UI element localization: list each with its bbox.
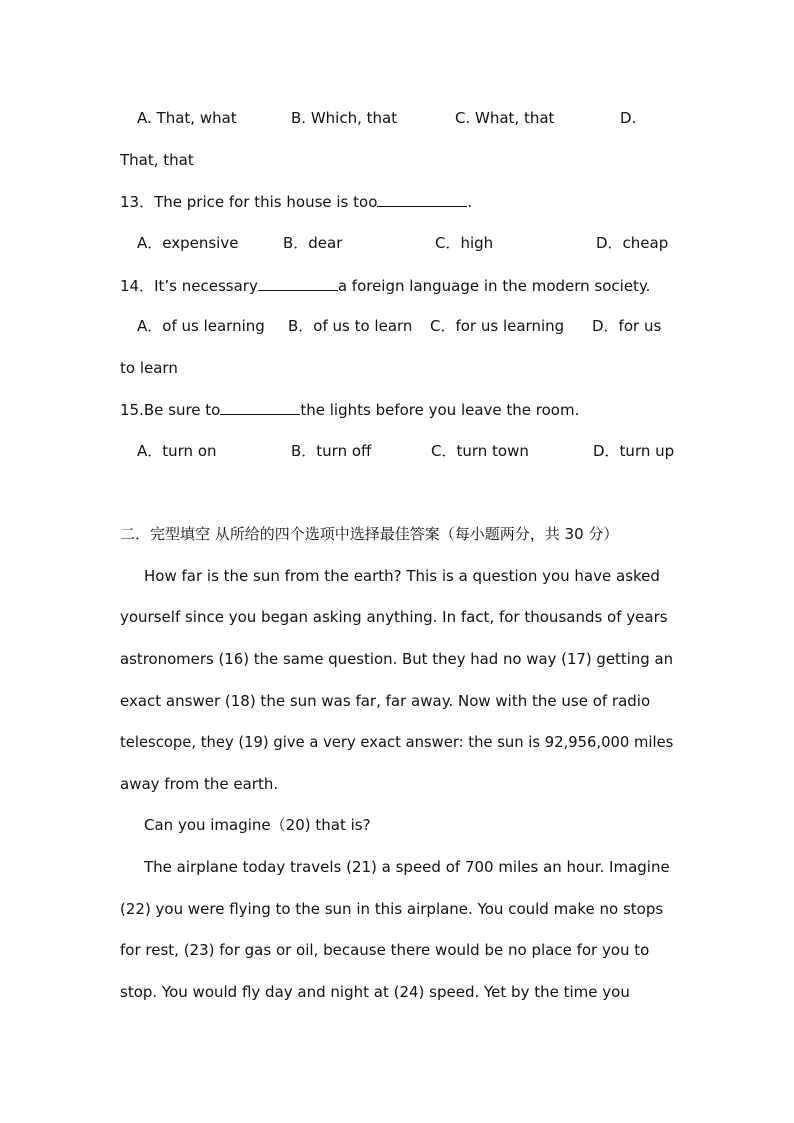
q13-blank (377, 191, 467, 207)
q14-blank (258, 275, 338, 291)
q13-option-d: D．cheap (596, 234, 669, 252)
q14-stem-end: a foreign language in the modern society. (337, 277, 651, 295)
q13-option-c: C．high (435, 234, 494, 252)
section-heading: 二．完型填空 从所给的四个选项中选择最佳答案（每小题两分，共 30 分） (120, 525, 619, 543)
q13-option-a: A．expensive (137, 234, 239, 252)
passage-line: The airplane today travels (21) a speed of 700 miles an hour. Imagine (144, 858, 670, 876)
passage-line: exact answer (18) the sun was far, far away. Now with the use of radio (120, 692, 651, 710)
q12-option-d-text: That, that (120, 151, 194, 169)
passage-line: yourself since you began asking anything. In fact, for thousands of years (120, 608, 668, 626)
q15-option-a: A．turn on (137, 442, 217, 460)
q15-stem-end: the lights before you leave the room. (300, 401, 580, 419)
passage-line: astronomers (16) the same question. But they had no way (17) getting an (120, 650, 674, 668)
q12-option-d-label: D. (620, 109, 637, 127)
q15-option-c: C．turn town (431, 442, 529, 460)
q14-stem-text: 14．It’s necessary (120, 277, 258, 295)
q13-stem (120, 191, 472, 212)
q13-stem-text: 13．The price for this house is too (120, 193, 378, 211)
passage-line: telescope, they (19) give a very exact answer: the sun is 92,956,000 miles (120, 733, 674, 751)
q14-option-c: C．for us learning (430, 317, 565, 335)
passage-line: Can you imagine（20) that is? (144, 816, 371, 834)
q15-stem (120, 399, 579, 420)
q15-option-d: D．turn up (593, 442, 675, 460)
q14-option-a: A．of us learning (137, 317, 265, 335)
q12-option-c: C. What, that (455, 109, 555, 127)
passage-line: (22) you were flying to the sun in this airplane. You could make no stops (120, 900, 664, 918)
q13-stem-end: . (467, 193, 473, 211)
passage-line: away from the earth. (120, 775, 279, 793)
q12-option-a: A. That, what (137, 109, 237, 127)
q13-option-b: B．dear (283, 234, 343, 252)
passage-line: for rest, (23) for gas or oil, because there would be no place for you to (120, 941, 650, 959)
q14-option-b: B．of us to learn (288, 317, 413, 335)
q14-option-d-text: to learn (120, 359, 178, 377)
q15-option-b: B．turn off (291, 442, 372, 460)
passage-line: How far is the sun from the earth? This is a question you have asked (144, 567, 660, 585)
q15-blank (220, 399, 300, 415)
passage-line: stop. You would fly day and night at (24) speed. Yet by the time you (120, 983, 630, 1001)
q14-option-d: D．for us (592, 317, 662, 335)
q14-stem (120, 275, 650, 296)
q12-option-b: B. Which, that (291, 109, 398, 127)
q15-stem-text: 15.Be sure to (120, 401, 221, 419)
